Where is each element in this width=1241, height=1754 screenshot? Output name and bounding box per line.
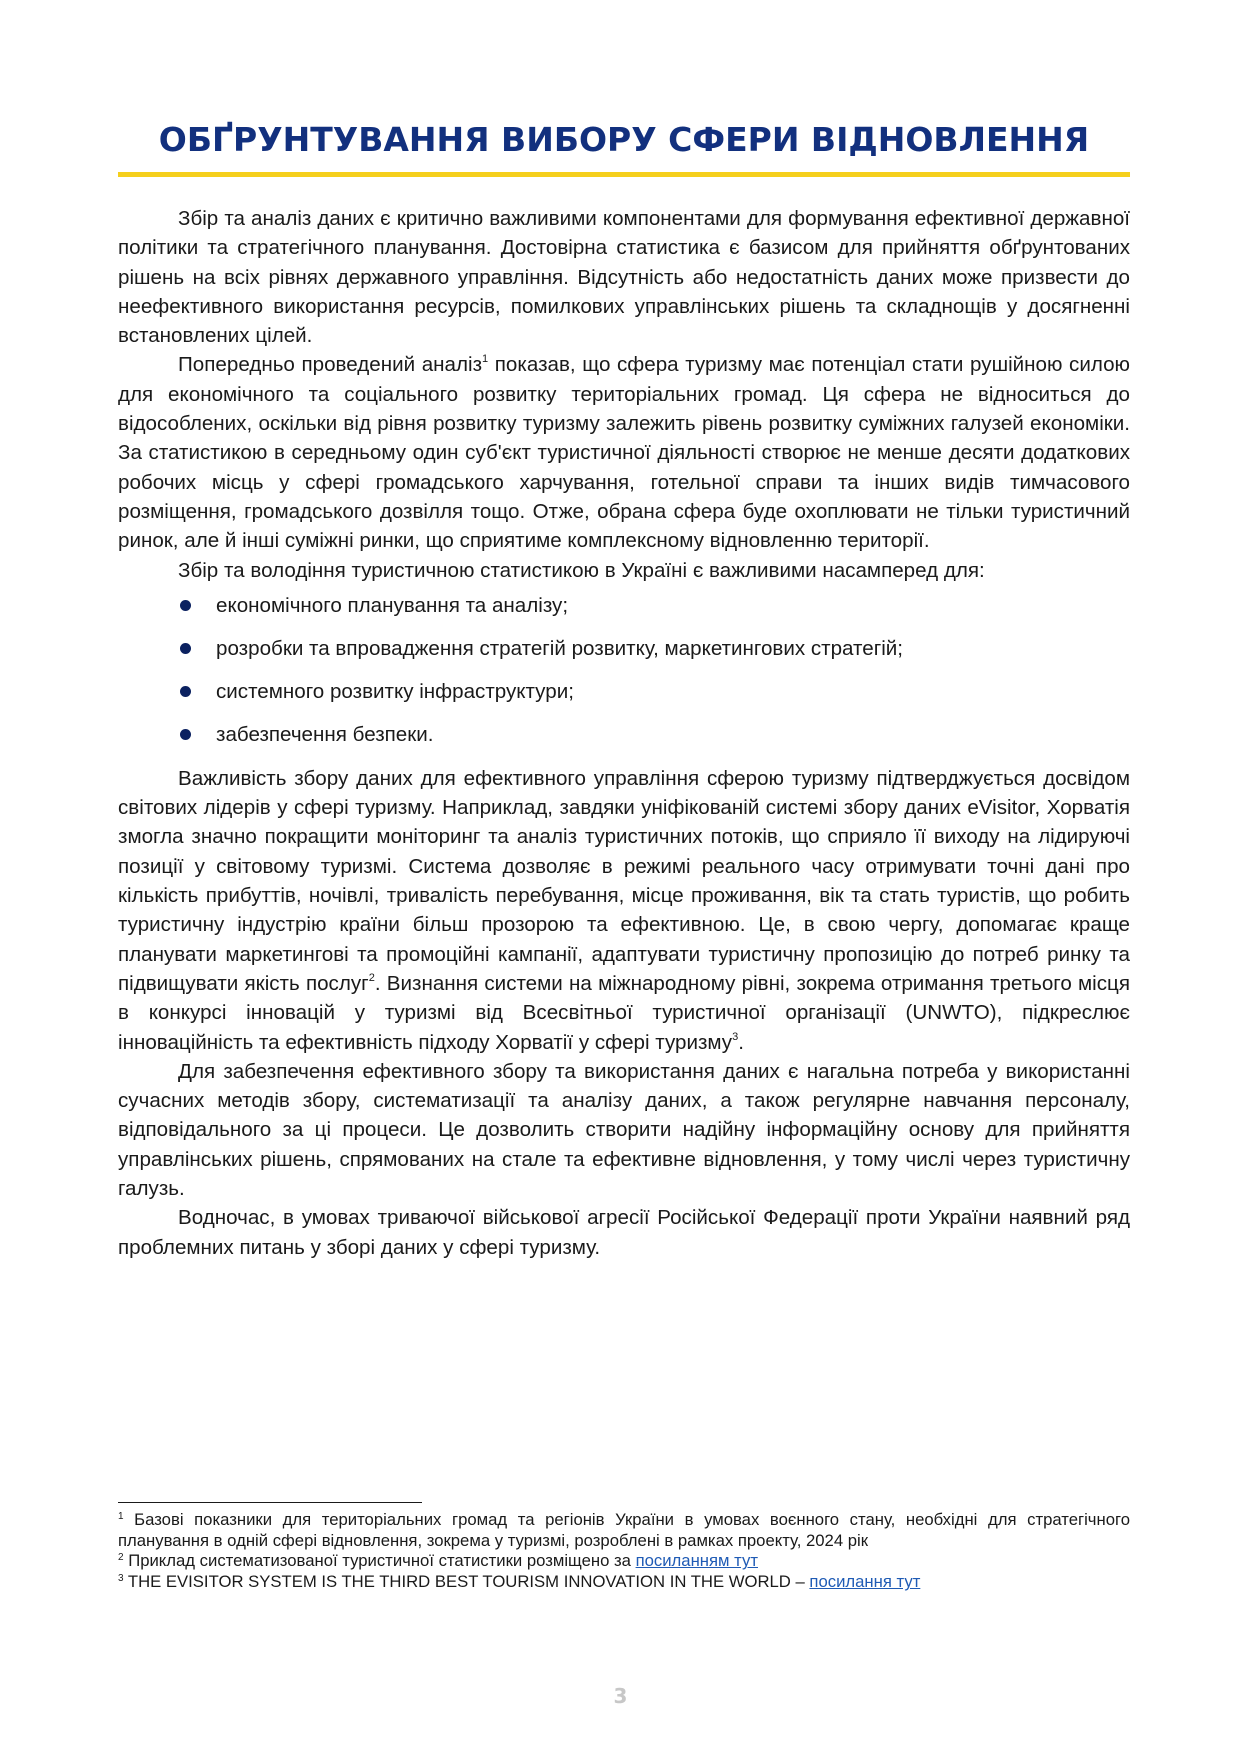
bullet-item: системного розвитку інфраструктури;	[118, 674, 1130, 717]
footnote-3-text: THE EVISITOR SYSTEM IS THE THIRD BEST TOURISM INNOVATION IN THE WORLD –	[123, 1572, 810, 1592]
page-number: 3	[613, 1684, 628, 1708]
footnote-3-number: 3	[118, 1573, 124, 1585]
footnote-3	[118, 1572, 1130, 1593]
bullet-item: розробки та впровадження стратегій розвитку, маркетингових стратегій;	[118, 631, 1130, 674]
footnote-1	[118, 1510, 1130, 1551]
paragraph-4-end: .	[738, 1030, 744, 1054]
footnote-3-link[interactable]: посилання тут	[809, 1572, 921, 1592]
paragraph-4-middle: . Визнання системи на міжнародному рівні, зокрема отримання третього місця в конкурсі інновацій у туризмі від Всесвітньої туристичної організації (UNWTO), підкреслює інноваційність та ефективність підходу Хорватії у сфері туризму	[118, 971, 1131, 1054]
paragraph-2-start: Попередньо проведений аналіз	[178, 353, 483, 377]
bullet-item: забезпечення безпеки.	[118, 717, 1130, 760]
footnotes	[118, 1510, 1130, 1593]
footnote-ref-1: 1	[482, 353, 489, 366]
footnote-2	[118, 1551, 1130, 1572]
footnote-1-text: Базові показники для територіальних громад та регіонів України в умовах воєнного стану, необхідні для стратегічного планування в одній сфері відновлення, зокрема у туризмі, розроблені в рамках проекту, 2024 рік	[118, 1510, 1130, 1550]
bullet-list	[118, 588, 1130, 760]
footnote-ref-3: 3	[732, 1030, 739, 1043]
bullet-item: економічного планування та аналізу;	[118, 588, 1130, 631]
page-title: ОБҐРУНТУВАННЯ ВИБОРУ СФЕРИ ВІДНОВЛЕННЯ	[158, 120, 1090, 159]
paragraph-4	[118, 764, 1130, 1057]
footnote-separator	[118, 1502, 422, 1503]
footnote-2-link[interactable]: посиланням тут	[635, 1551, 758, 1571]
paragraph-5: Для забезпечення ефективного збору та використання даних є нагальна потреба у використанні сучасних методів збору, систематизації та аналізу даних, а також регулярне навчання персоналу, відповідального за ці процеси. Це дозволить створити надійну інформаційну основу для прийняття управлінських рішень, спрямованих на стале та ефективне відновлення, у тому числі через туристичну галузь.	[118, 1059, 1130, 1201]
footnote-1-number: 1	[118, 1511, 124, 1522]
footnote-2-number: 2	[118, 1552, 124, 1564]
body-text	[118, 204, 1130, 1262]
footnote-ref-2: 2	[368, 971, 375, 984]
title-underline	[118, 172, 1130, 177]
paragraph-2	[118, 350, 1130, 555]
paragraph-1: Збір та аналіз даних є критично важливими компонентами для формування ефективної державної політики та стратегічного планування. Достовірна статистика є базисом для прийняття обґрунтованих рішень на всіх рівнях державного управління. Відсутність або недостатність даних може призвести до неефективного використання ресурсів, помилкових управлінських рішень та складнощів у досягненні встановлених цілей.	[118, 207, 1130, 348]
paragraph-3: Збір та володіння туристичною статистикою в Україні є важливими насамперед для:	[178, 558, 985, 582]
footnote-2-text: Приклад систематизованої туристичної статистики розміщено за	[123, 1551, 636, 1571]
paragraph-4-start: Важливість збору даних для ефективного управління сферою туризму підтверджується досвідом світових лідерів у сфері туризму. Наприклад, завдяки уніфікованій системі збору даних eVisitor, Хорватія змогла значно покращити моніторинг та аналіз туристичних потоків, що сприяло її виходу на лідируючі позиції у світовому туризмі. Система дозволяє в режимі реального часу отримувати точні дані про кількість прибуттів, ночівлі, тривалість перебування, місце проживання, вік та стать туристів, що робить туристичну індустрію країни більш прозорою та ефективною. Це, в свою чергу, допомагає краще планувати маркетингові та промоційні кампанії, адаптувати туристичну пропозицію до потреб ринку та підвищувати якість послуг	[118, 766, 1130, 995]
paragraph-6: Водночас, в умовах триваючої військової агресії Російської Федерації проти України наявний ряд проблемних питань у зборі даних у сфері туризму.	[118, 1206, 1130, 1259]
paragraph-2-rest: показав, що сфера туризму має потенціал стати рушійною силою для економічного та соціального розвитку територіальних громад. Ця сфера не відноситься до відособлених, оскільки від рівня розвитку туризму залежить рівень розвитку суміжних галузей економіки. За статистикою в середньому один суб'єкт туристичної діяльності створює не менше десяти додаткових робочих місць у сфері громадського харчування, готельної справи та інших видів тимчасового розміщення, громадського дозвілля тощо. Отже, обрана сфера буде охоплювати не тільки туристичний ринок, але й інші суміжні ринки, що сприятиме комплексному відновленню території.	[118, 353, 1130, 553]
